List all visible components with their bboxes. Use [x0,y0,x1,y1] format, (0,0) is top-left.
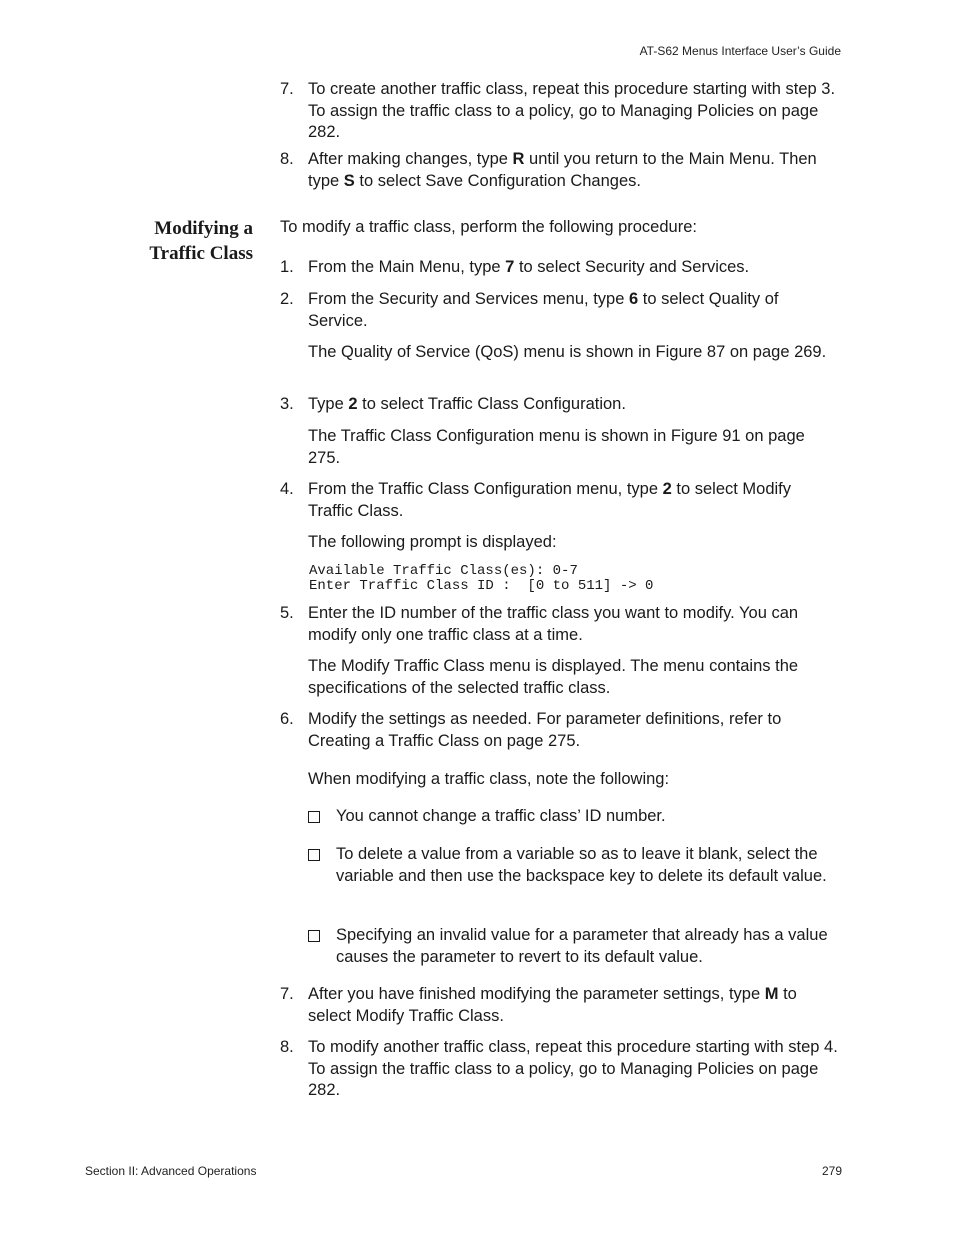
step-number: 2. [280,290,294,308]
step-2-note: The Quality of Service (QoS) menu is shown in Figure 87 on page 269. [308,343,827,361]
step-text: From the Traffic Class Configuration menu, type 2 to select Modify Traffic Class. [308,480,792,520]
step-6 [280,709,840,752]
step-text: After making changes, type R until you return to the Main Menu. Then type S to select Save Configuration Changes. [308,150,817,190]
bullet-text: You cannot change a traffic class’ ID number. [336,807,666,825]
step-number: 4. [280,480,294,498]
running-header: AT-S62 Menus Interface User’s Guide [639,44,841,58]
step-text: Type 2 to select Traffic Class Configuration. [308,395,626,413]
section-intro: To modify a traffic class, perform the following procedure: [280,218,697,236]
step-text: After you have finished modifying the parameter settings, type M to select Modify Traffic Class. [308,985,797,1025]
step-number: 8. [280,1038,294,1056]
step-number: 3. [280,395,294,413]
step-3-note: The Traffic Class Configuration menu is shown in Figure 91 on page 275. [308,427,805,467]
section-heading: Modifying a Traffic Class [149,218,253,264]
step-number: 7. [280,985,294,1003]
step-5 [280,603,840,646]
page-number: 279 [822,1164,843,1178]
bullet-text: Specifying an invalid value for a parameter that already has a value causes the parameter to revert to its default value. [336,926,828,966]
checkbox-bullet-icon [308,849,320,861]
step-text: To modify another traffic class, repeat this procedure starting with step 4. To assign the traffic class to a policy, go to Managing Policies on page 282. [308,1038,838,1099]
bullet-text: To delete a value from a variable so as to leave it blank, select the variable and then use the backspace key to delete its default value. [336,845,827,885]
checklist-item [308,844,840,887]
step-4 [280,479,840,522]
prev-step-8 [280,149,840,192]
step-text: Enter the ID number of the traffic class you want to modify. You can modify only one traffic class at a time. [308,604,799,644]
console-prompt [309,564,653,594]
step-5-note: The Modify Traffic Class menu is displayed. The menu contains the specifications of the selected traffic class. [308,657,799,697]
step-1 [280,257,840,279]
checklist-item [308,806,840,828]
step-text: Modify the settings as needed. For parameter definitions, refer to Creating a Traffic Class on page 275. [308,710,782,750]
step-number: 6. [280,710,294,728]
step-6-note: When modifying a traffic class, note the following: [308,770,670,788]
step-text: From the Main Menu, type 7 to select Security and Services. [308,258,750,276]
code-line: Enter Traffic Class ID : [0 to 511] -> 0 [309,578,654,594]
step-number: 8. [280,150,294,168]
step-4-note: The following prompt is displayed: [308,533,557,551]
step-2 [280,289,840,332]
checkbox-bullet-icon [308,811,320,823]
step-7 [280,984,840,1027]
step-3 [280,394,840,416]
footer-section: Section II: Advanced Operations [85,1164,257,1178]
step-number: 1. [280,258,294,276]
checkbox-bullet-icon [308,930,320,942]
step-number: 5. [280,604,294,622]
prev-step-7 [280,79,840,144]
step-text: From the Security and Services menu, type 6 to select Quality of Service. [308,290,779,330]
step-text: To create another traffic class, repeat this procedure starting with step 3. To assign the traffic class to a policy, go to Managing Policies on page 282. [308,80,836,141]
step-number: 7. [280,80,294,98]
checklist-item [308,925,840,968]
step-8 [280,1037,840,1102]
code-line: Available Traffic Class(es): 0-7 [309,563,578,579]
